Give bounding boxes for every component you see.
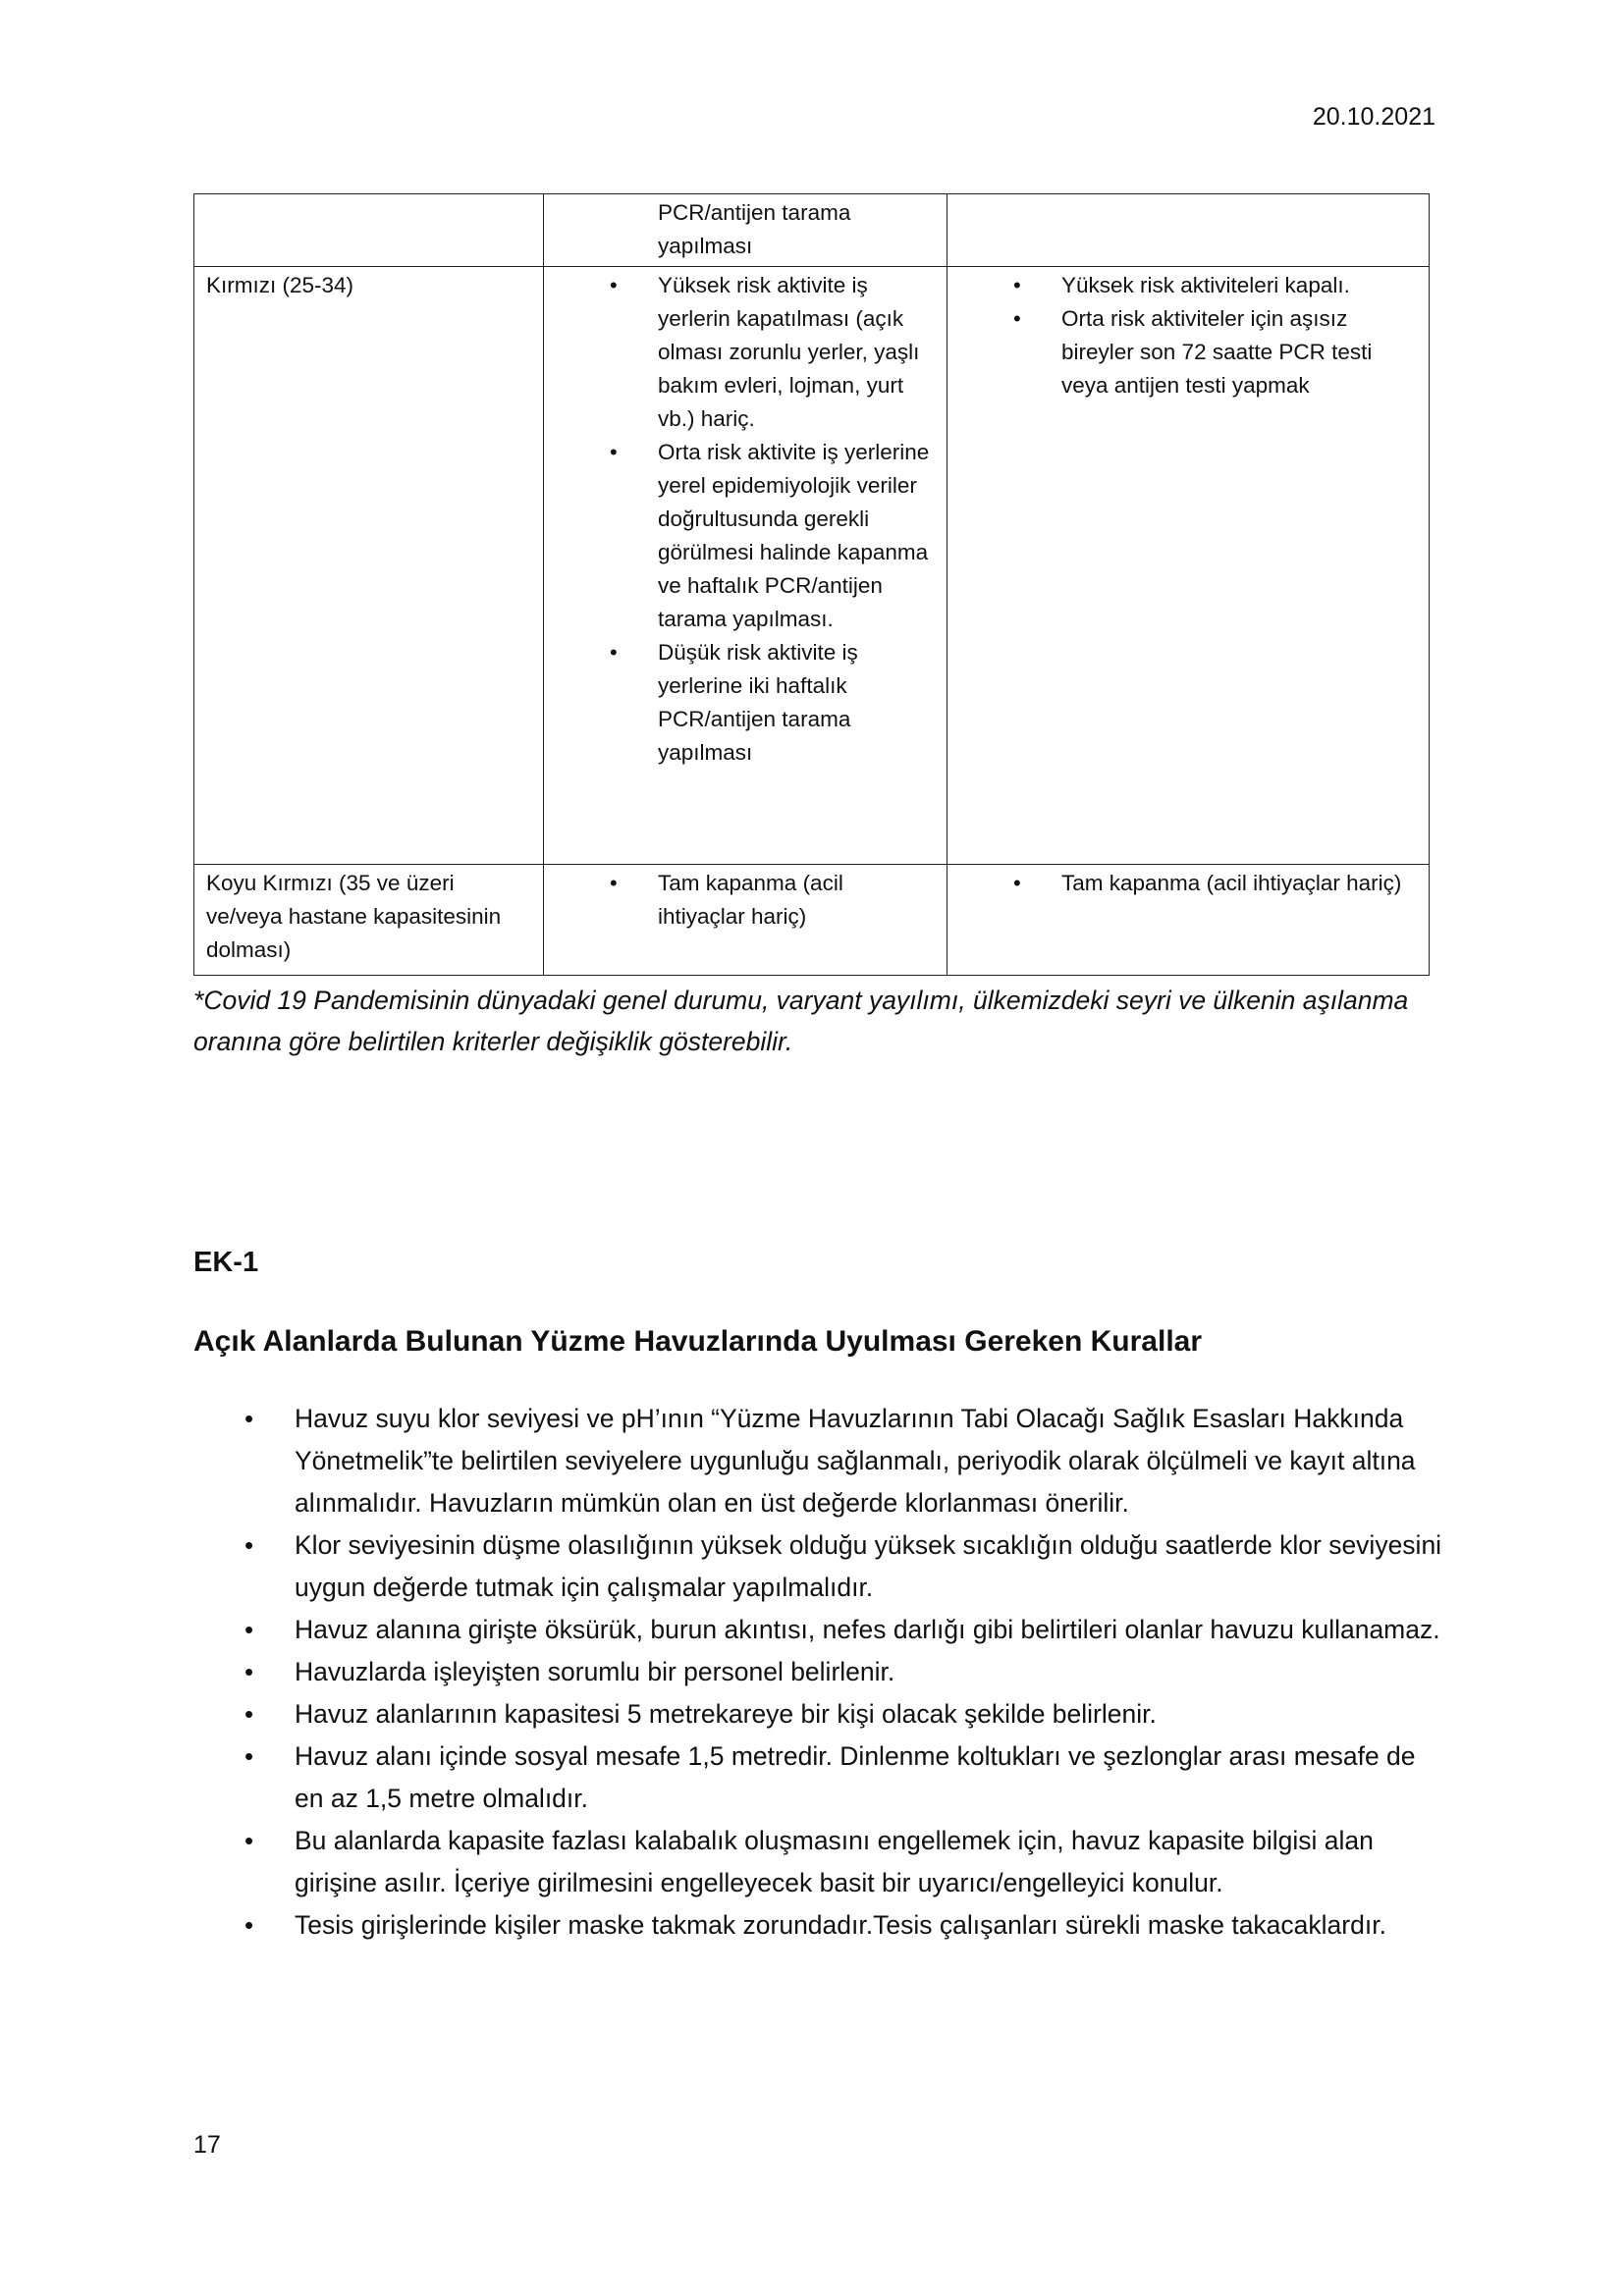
table-row: [194, 267, 1430, 865]
annex-label: EK-1: [193, 1247, 259, 1278]
list-item: • Havuzlarda işleyişten sorumlu bir personel belirlenir.: [193, 1651, 1445, 1693]
list-item: • Yüksek risk aktivite iş yerlerin kapatılması (açık olması zorunlu yerler, yaşlı bakım evleri, lojman, yurt vb.) hariç.: [556, 269, 935, 436]
list-item: • Havuz alanına girişte öksürük, burun akıntısı, nefes darlığı gibi belirtileri olanlar havuzu kullanamaz.: [193, 1609, 1445, 1651]
measures-cell: [947, 865, 1430, 976]
list-item: • Tam kapanma (acil ihtiyaçlar hariç): [556, 867, 935, 934]
list-item: • Tam kapanma (acil ihtiyaçlar hariç): [959, 867, 1417, 900]
list-item: • Havuz suyu klor seviyesi ve pH’ının “Yüzme Havuzlarının Tabi Olacağı Sağlık Esasları Hakkında Yönetmelik”te belirtilen seviyelere uygunluğu sağlanmalı, periyodik olarak ölçülmeli ve kayıt altına alınmalıdır. Havuzların mümkün olan en üst değerde klorlanması önerilir.: [193, 1398, 1445, 1524]
risk-level-table: [193, 193, 1430, 976]
measures-cell: [544, 267, 947, 865]
document-date: 20.10.2021: [1312, 103, 1435, 131]
list-item: • Orta risk aktivite iş yerlerine yerel epidemiyolojik veriler doğrultusunda gerekli görülmesi halinde kapanma ve haftalık PCR/antijen tarama yapılması.: [556, 436, 935, 636]
list-item: • Klor seviyesinin düşme olasılığının yüksek olduğu yüksek sıcaklığın olduğu saatlerde klor seviyesini uygun değerde tutmak için çalışmalar yapılmalıdır.: [193, 1524, 1445, 1609]
measures-list: [959, 269, 1417, 402]
continued-text: yapılması: [658, 234, 753, 258]
list-item: • Havuz alanlarının kapasitesi 5 metrekareye bir kişi olacak şekilde belirlenir.: [193, 1693, 1445, 1735]
risk-level-cell: Kırmızı (25-34): [194, 267, 544, 865]
list-item: • Tesis girişlerinde kişiler maske takmak zorundadır.Tesis çalışanları sürekli maske takacaklardır.: [193, 1904, 1445, 1947]
list-item: • Orta risk aktiviteler için aşısız bireyler son 72 saatte PCR testi veya antijen testi yapmak: [959, 302, 1417, 402]
risk-level-cell: [194, 194, 544, 267]
list-item: • Bu alanlarda kapasite fazlası kalabalık oluşmasını engellemek için, havuz kapasite bilgisi alan girişine asılır. İçeriye girilmesini engelleyecek basit bir uyarıcı/engelleyici konulur.: [193, 1820, 1445, 1904]
table-row: [194, 194, 1430, 267]
list-item: • Düşük risk aktivite iş yerlerine iki haftalık PCR/antijen tarama yapılması: [556, 636, 935, 770]
page-number: 17: [193, 2131, 221, 2159]
continued-text: PCR/antijen tarama: [658, 200, 851, 225]
measures-list: [556, 269, 935, 770]
footnote: *Covid 19 Pandemisinin dünyadaki genel durumu, varyant yayılımı, ülkemizdeki seyri ve ülkenin aşılanma oranına göre belirtilen kriterler değişiklik gösterebilir.: [193, 986, 1409, 1056]
measures-cell: [544, 194, 947, 267]
list-item: • Yüksek risk aktiviteleri kapalı.: [959, 269, 1417, 302]
measures-cell: [947, 267, 1430, 865]
measures-cell: [947, 194, 1430, 267]
rules-list: [193, 1398, 1445, 1947]
section-title: Açık Alanlarda Bulunan Yüzme Havuzlarında Uyulması Gereken Kurallar: [193, 1325, 1203, 1358]
risk-level-cell: Koyu Kırmızı (35 ve üzeri ve/veya hastane kapasitesinin dolması): [194, 865, 544, 976]
measures-cell: [544, 865, 947, 976]
measures-list: [556, 867, 935, 934]
list-item: • Havuz alanı içinde sosyal mesafe 1,5 metredir. Dinlenme koltukları ve şezlonglar arası mesafe de en az 1,5 metre olmalıdır.: [193, 1735, 1445, 1820]
measures-list: [959, 867, 1417, 900]
table-row: [194, 865, 1430, 976]
